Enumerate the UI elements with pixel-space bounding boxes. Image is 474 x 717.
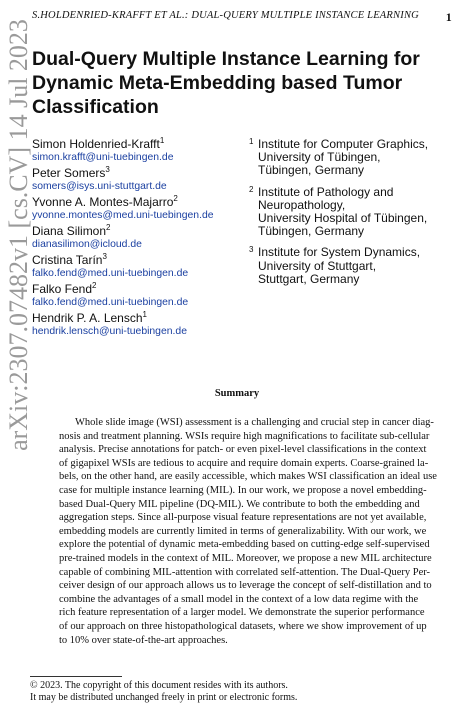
running-title: S.HOLDENRIED-KRAFFT ET AL.: DUAL-QUERY MULTIPLE INSTANCE LEARNING [32,10,419,21]
abstract-line: aggregation steps. Since all-purpose visual feature representations are not yet available, [59,512,427,524]
author-affiliation-mark: 2 [106,223,111,232]
author-email[interactable]: simon.krafft@uni-tuebingen.de [32,152,174,163]
abstract-line: based Dual-Query MIL pipeline (DQ-MIL). We contribute to both the embedding and [59,498,420,510]
author-affiliation-mark: 1 [159,136,165,145]
abstract-line: combine the advantages of a small model in the context of a low data regime with the [59,593,419,605]
affiliation [249,138,459,178]
author-email[interactable]: somers@isys.uni-stuttgart.de [32,181,167,192]
author-name: Cristina Tarín [32,253,103,267]
author-email[interactable]: dianasilimon@icloud.de [32,239,142,250]
author-affiliation-mark: 3 [105,165,110,174]
abstract-line: to 10% over state-of-the-art approaches. [59,634,228,646]
arxiv-identifier: arXiv:2307.07482v1 [cs.CV] 14 Jul 2023 [4,19,33,451]
abstract-line: capable of combining MIL-attention with correlated self-attention. The Dual-Query Per- [59,566,431,578]
author-entry [32,225,242,251]
affiliation-line: Stuttgart, Germany [258,271,360,286]
affiliation [249,186,459,239]
affiliation [249,246,459,286]
affiliation-number: 2 [249,184,254,194]
copyright-line: © 2023. The copyright of this document resides with its authors. [30,680,288,691]
author-entry [32,283,242,309]
affiliation-list [249,138,459,294]
summary-heading: Summary [214,388,260,399]
author-name: Falko Fend [32,282,93,296]
author-name: Yvonne A. Montes-Majarro [32,195,174,209]
affiliation-line: Institute for System Dynamics, [258,245,421,260]
affiliation-line: University Hospital of Tübingen, [258,211,428,226]
author-entry [32,254,242,280]
abstract-line: of gigapixel WSIs are tedious to acquire and require domain experts. Coarse-grained la- [59,457,429,469]
author-affiliation-mark: 3 [102,252,107,261]
abstract-line: of our approach on three histopathological datasets, where we show improvement of up [59,620,427,632]
author-email[interactable]: falko.fend@med.uni-tuebingen.de [32,297,189,308]
author-email[interactable]: falko.fend@med.uni-tuebingen.de [32,268,189,279]
title-line: Dynamic Meta-Embedding based Tumor [32,72,403,94]
title-line: Dual-Query Multiple Instance Learning for [32,48,420,70]
author-entry [32,196,242,222]
author-email[interactable]: hendrik.lensch@uni-tuebingen.de [32,326,187,337]
paper-title [32,47,456,119]
author-email[interactable]: yvonne.montes@med.uni-tuebingen.de [32,210,214,221]
author-name: Diana Silimon [32,224,107,238]
affiliation-line: Institute for Computer Graphics, [258,137,429,151]
affiliation-number: 1 [249,137,254,146]
affiliation-line: Tübingen, Germany [258,224,365,239]
abstract-line: Whole slide image (WSI) assessment is a challenging and crucial step in cancer diag- [75,417,434,428]
abstract [59,416,439,647]
running-header [32,10,452,26]
author-affiliation-mark: 2 [92,281,97,290]
footnote-divider [30,676,122,677]
author-affiliation-mark: 1 [142,310,147,319]
page-number: 1 [445,10,452,24]
arxiv-stamp [4,19,33,451]
author-affiliation-mark: 2 [173,194,178,203]
abstract-line: pre-trained models in the context of MIL. Moreover, we propose a new MIL architecture [59,552,432,564]
author-entry [32,312,242,338]
copyright-line: It may be distributed unchanged freely in print or electronic forms. [30,692,298,703]
author-entry [32,138,242,164]
abstract-line: analysis. Precise annotations for patch- or even pixel-level classifications in the context [59,444,427,456]
title-line: Classification [32,96,159,118]
author-list [32,138,242,341]
affiliation-number: 3 [249,245,254,255]
author-name: Simon Holdenried-Krafft [32,137,160,151]
affiliation-line: Neuropathology, [258,197,346,212]
abstract-line: embedding models are currently limited in terms of generalizability. With our work, we [59,525,427,537]
author-name: Hendrik P. A. Lensch [32,311,143,325]
affiliation-line: Institute of Pathology and [258,184,394,199]
abstract-line: ceiver design of our approach allows us to leverage the concept of self-distillation and to [59,580,432,592]
abstract-line: rich feature representation of a larger model. We demonstrate the superior performance [59,607,425,619]
abstract-line: bels, on the other hand, are easily accessible, which makes WSI classification an ideal use [59,471,437,483]
abstract-line: explore the potential of dynamic meta-embedding based on cutting-edge self-supervised [59,539,430,551]
affiliation-line: University of Stuttgart, [258,258,377,273]
affiliation-line: Tübingen, Germany [258,163,365,178]
abstract-line: nosis and treatment planning. WSIs require high magnifications to facilitate sub-cellular [59,430,430,442]
copyright-footer [30,680,460,704]
affiliation-line: University of Tübingen, [258,150,381,165]
abstract-line: case for multiple instance learning (MIL). In our work, we propose a novel embedding- [59,484,427,496]
author-name: Peter Somers [32,166,106,180]
author-entry [32,167,242,193]
